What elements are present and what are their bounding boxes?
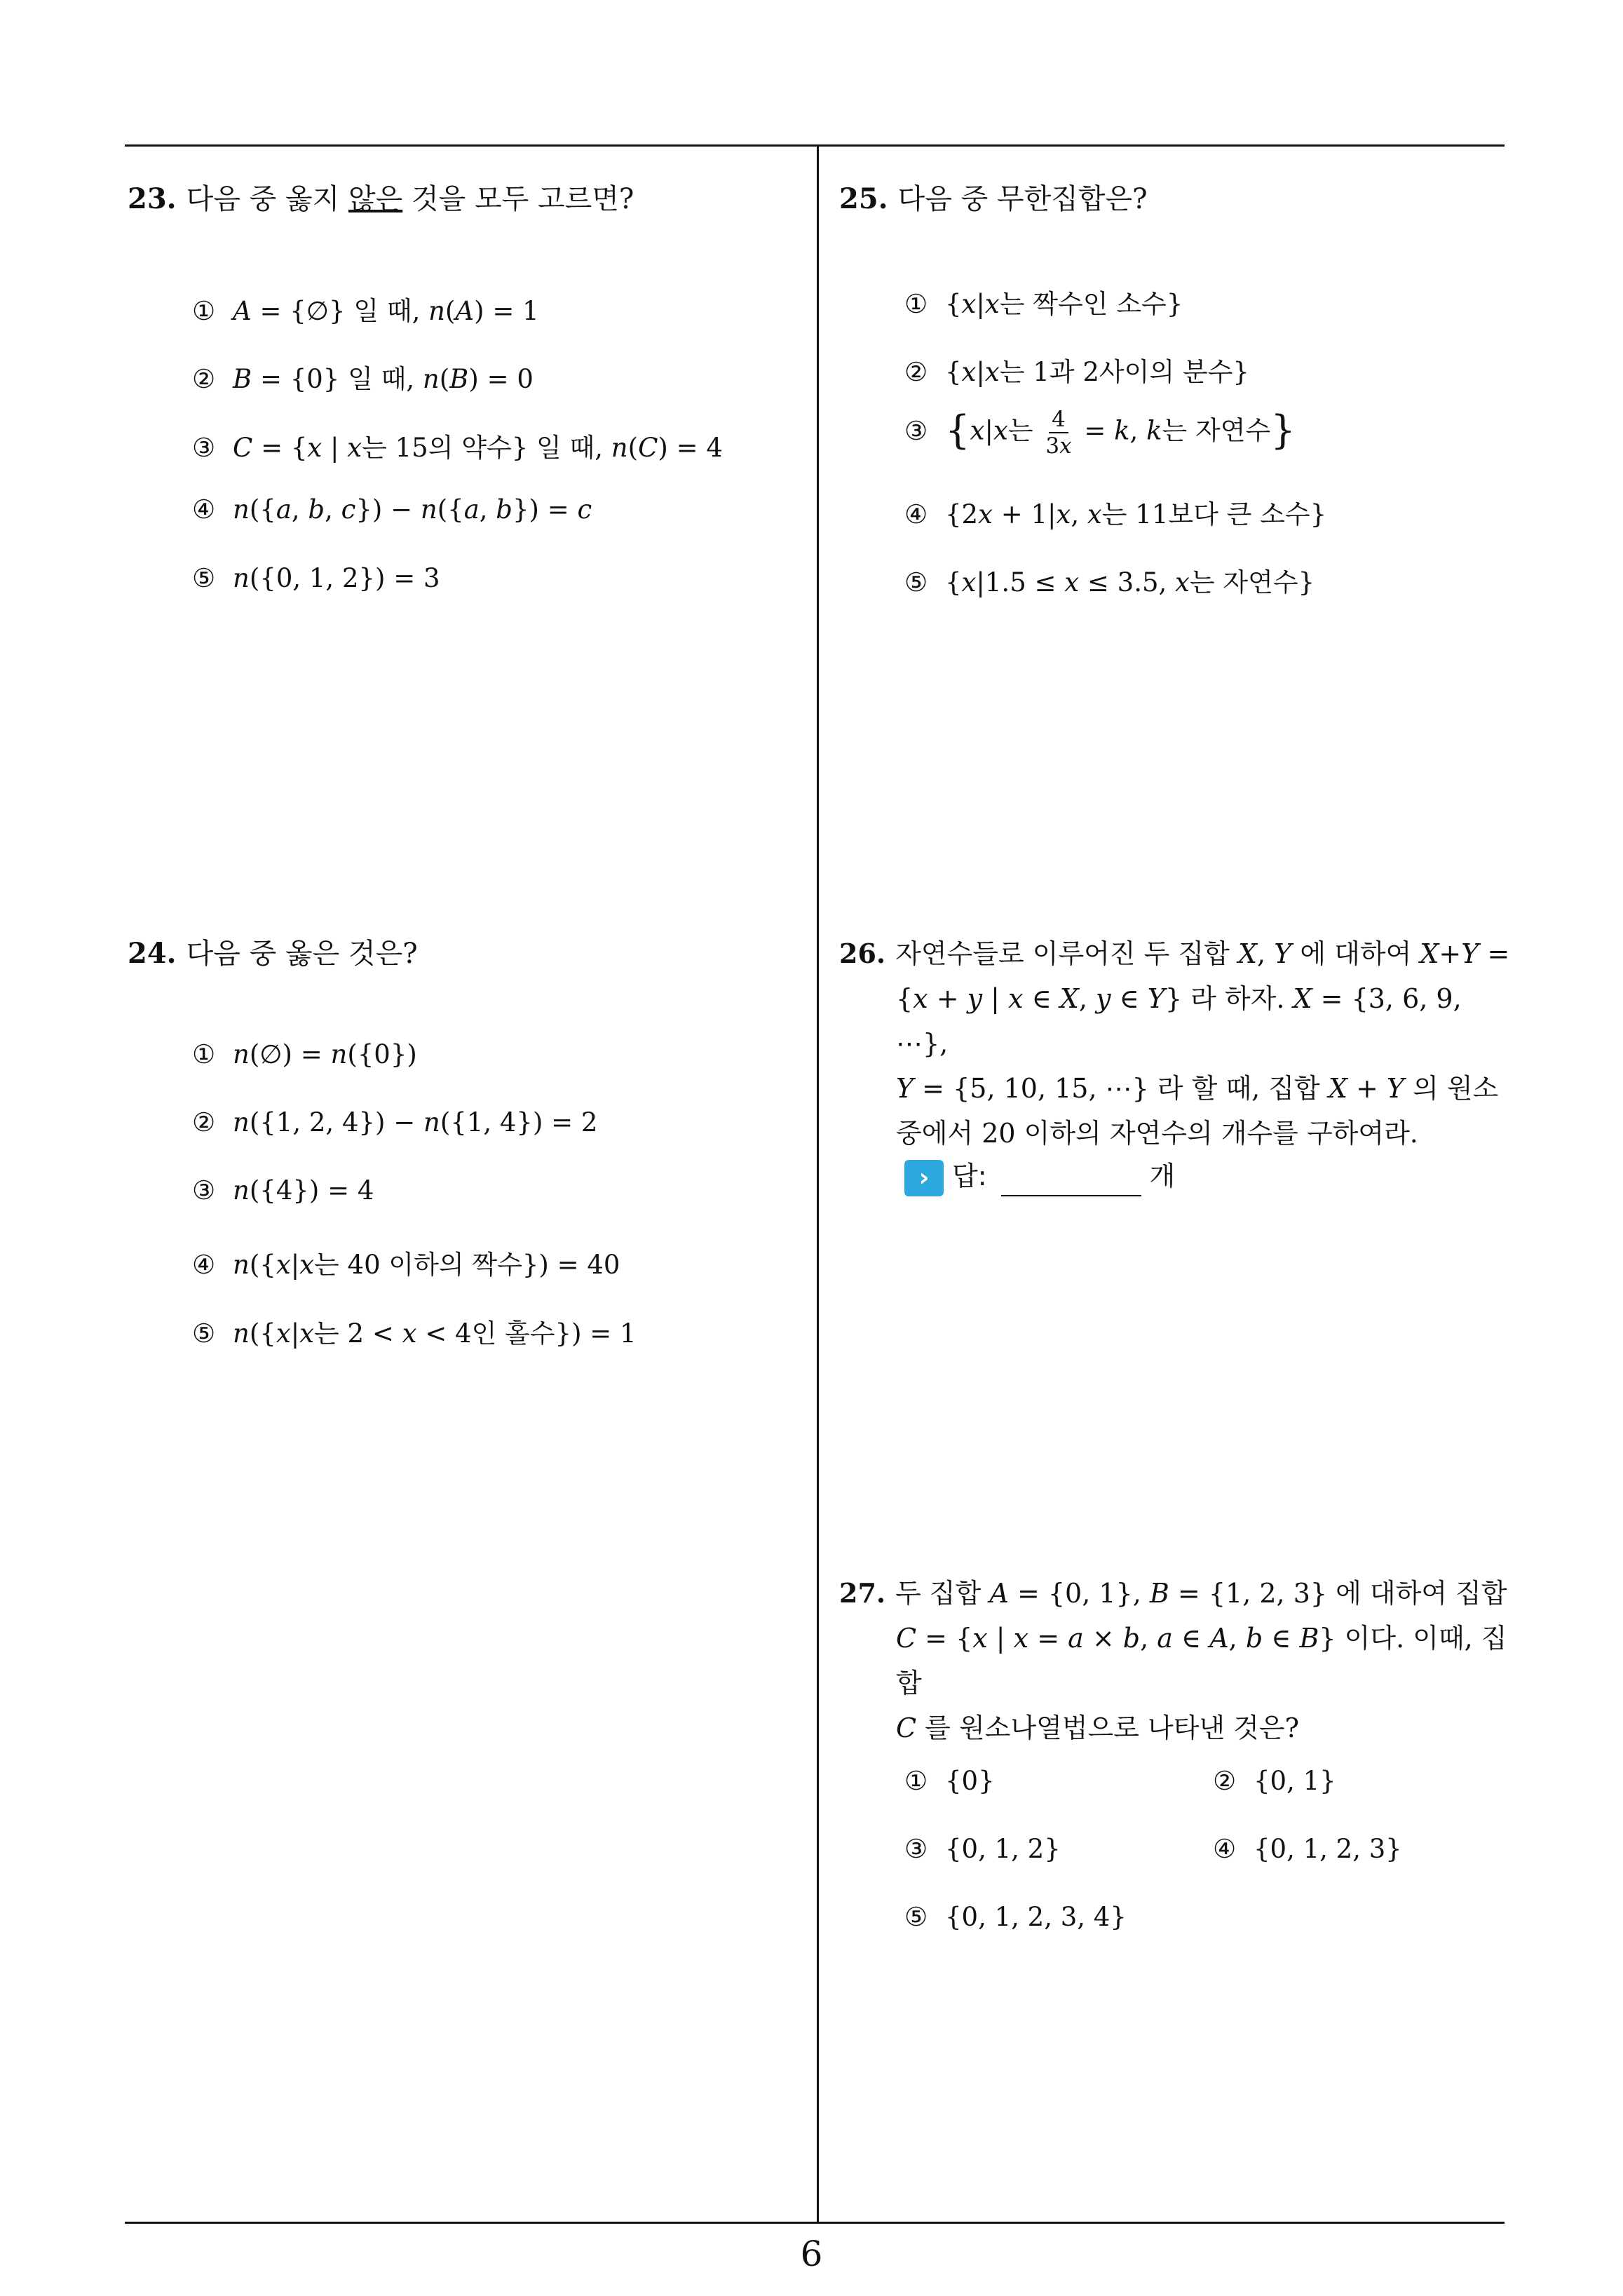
q24-option-1: ① n(∅) = n({0}) (192, 1039, 417, 1069)
page-number: 6 (800, 2234, 823, 2274)
top-rule (125, 144, 1505, 147)
question-text-post: 것을 모두 고르면? (402, 183, 634, 215)
bottom-rule (125, 2222, 1505, 2224)
q27-option-4: ④ {0, 1, 2, 3} (1213, 1834, 1402, 1864)
q23-option-2: ② B = {0} 일 때, n(B) = 0 (192, 364, 534, 394)
answer-unit: 개 (1149, 1161, 1176, 1191)
q27-option-5: ⑤ {0, 1, 2, 3, 4} (904, 1902, 1127, 1932)
q23-option-3: ③ C = {x | x는 15의 약수} 일 때, n(C) = 4 (192, 433, 723, 463)
q25-option-5: ⑤ {x|1.5 ≤ x ≤ 3.5, x는 자연수} (904, 567, 1315, 597)
column-divider (817, 146, 819, 2223)
q24-option-4: ④ n({x|x는 40 이하의 짝수}) = 40 (192, 1250, 620, 1280)
q25-option-2: ② {x|x는 1과 2사이의 분수} (904, 357, 1249, 387)
question-number: 26. (839, 938, 886, 969)
q27-option-3: ③ {0, 1, 2} (904, 1834, 1061, 1864)
q24-option-5: ⑤ n({x|x는 2 < x < 4인 홀수}) = 1 (192, 1318, 637, 1349)
question-text: 다음 중 옳은 것은? (186, 938, 418, 970)
q23-option-5: ⑤ n({0, 1, 2}) = 3 (192, 563, 440, 593)
q23-option-4: ④ n({a, b, c}) − n({a, b}) = c (192, 494, 592, 525)
question-number: 23. (128, 182, 177, 215)
q27-option-2: ② {0, 1} (1213, 1766, 1336, 1796)
q24-option-2: ② n({1, 2, 4}) − n({1, 4}) = 2 (192, 1107, 598, 1137)
answer-label: 답: (952, 1161, 987, 1191)
q27-option-1: ① {0} (904, 1766, 995, 1796)
question-text-pre: 다음 중 옳지 (186, 183, 348, 215)
q23-option-1: ① A = {∅} 일 때, n(A) = 1 (192, 296, 539, 326)
q25-option-1: ① {x|x는 짝수인 소수} (904, 289, 1183, 319)
question-number: 27. (839, 1577, 886, 1609)
question-23 (128, 177, 634, 222)
question-25 (839, 177, 1148, 222)
answer-blank[interactable] (1001, 1163, 1141, 1196)
q25-option-3: ③ {x|x는 $\frac{4}{3x}$ = k, k는 자연수} (904, 407, 1296, 459)
question-number: 24. (128, 937, 177, 970)
answer-field (904, 1154, 1175, 1196)
q25-option-4: ④ {2x + 1|x, x는 11보다 큰 소수} (904, 499, 1327, 529)
chevron-right-icon: › (904, 1160, 944, 1196)
question-text: 다음 중 무한집합은? (897, 183, 1148, 215)
question-27: 27. 두 집합 A = {0, 1}, B = {1, 2, 3} 에 대하여 집합 C = {x | x = a × b, a ∈ A, b ∈ B} 이다. 이때, 집합 C 를 원소나열법으로 나타낸 것은? (839, 1577, 1507, 1743)
question-24 (128, 931, 418, 976)
question-text-underlined: 않은 (348, 183, 403, 215)
q24-option-3: ③ n({4}) = 4 (192, 1175, 374, 1206)
question-number: 25. (839, 182, 888, 215)
question-26: 26. 자연수들로 이루어진 두 집합 X, Y 에 대하여 X+Y = {x + y | x ∈ X, y ∈ Y} 라 하자. X = {3, 6, 9, ⋯}, Y = {5, 10, 15, ⋯} 라 할 때, 집합 X + Y 의 원소 중에서 20 이하의 자연수의 개수를 구하여라. (839, 938, 1510, 1149)
